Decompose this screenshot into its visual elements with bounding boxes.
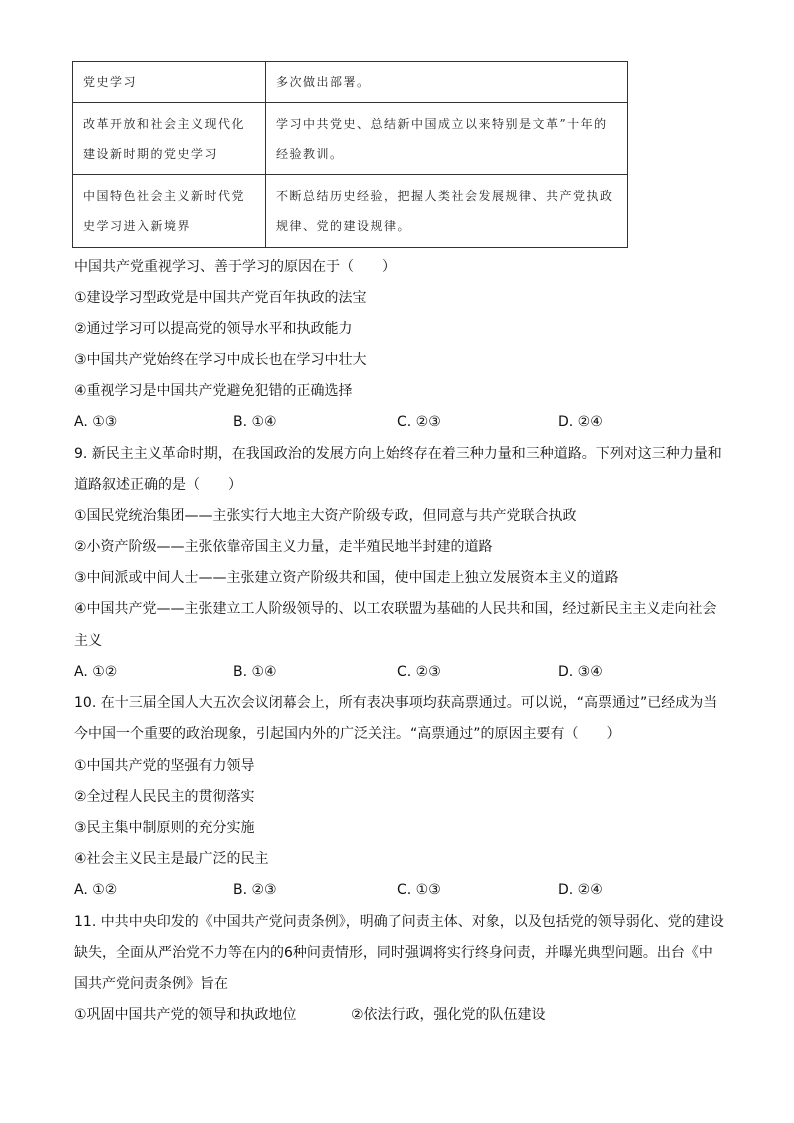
- option-d[interactable]: D. ②④: [558, 414, 603, 430]
- option-d[interactable]: D. ③④: [558, 664, 603, 680]
- q10-item-3: ③民主集中制原则的充分实施: [74, 820, 255, 836]
- q11-item-2: ②依法行政，强化党的队伍建设: [351, 1007, 546, 1023]
- q11-stem-line-1: 11. 中共中央印发的《中国共产党问责条例》，明确了问责主体、对象，以及包括党的领导弱化、党的建设: [74, 914, 724, 930]
- option-c[interactable]: C. ②③: [397, 664, 441, 680]
- option-a[interactable]: A. ①②: [74, 882, 118, 898]
- option-d[interactable]: D. ②④: [558, 882, 603, 898]
- table-cell-content: 多次做出部署。: [266, 62, 628, 103]
- q9-options: [74, 663, 734, 681]
- option-b[interactable]: B. ①④: [233, 664, 277, 680]
- q8-item-1: ①建设学习型政党是中国共产党百年执政的法宝: [74, 290, 367, 306]
- q11-items-row: [74, 1006, 734, 1024]
- option-c[interactable]: C. ①③: [397, 882, 441, 898]
- history-study-table: [72, 61, 628, 248]
- q11-stem-line-3: 国共产党问责条例》旨在: [74, 976, 228, 992]
- q9-item-3: ③中间派或中间人士——主张建立资产阶级共和国，使中国走上独立发展资本主义的道路: [74, 570, 619, 586]
- option-a[interactable]: A. ①③: [74, 414, 118, 430]
- table-row: [73, 103, 628, 175]
- q10-options: [74, 881, 734, 899]
- q8-stem: 中国共产党重视学习、善于学习的原因在于（ ）: [74, 259, 396, 275]
- table-cell-content: 学习中共党史、总结新中国成立以来特别是文革”十年的经验教训。: [266, 103, 628, 175]
- q10-item-1: ①中国共产党的坚强有力领导: [74, 758, 255, 774]
- q9-stem-line-1: 9. 新民主主义革命时期，在我国政治的发展方向上始终存在着三种力量和三种道路。下列对这三种力量和: [74, 446, 722, 462]
- table-cell-period: 党史学习: [73, 62, 266, 103]
- q8-item-2: ②通过学习可以提高党的领导水平和执政能力: [74, 321, 353, 337]
- table-cell-period: 中国特色社会主义新时代党史学习进入新境界: [73, 175, 266, 248]
- table-row: [73, 175, 628, 248]
- q8-options: [74, 413, 734, 431]
- q9-item-4: ④中国共产党——主张建立工人阶级领导的、以工农联盟为基础的人民共和国，经过新民主主义走向社会: [74, 601, 717, 617]
- q11-item-1: ①巩固中国共产党的领导和执政地位: [74, 1007, 297, 1023]
- option-a[interactable]: A. ①②: [74, 664, 118, 680]
- q8-item-3: ③中国共产党始终在学习中成长也在学习中壮大: [74, 352, 367, 368]
- option-b[interactable]: B. ②③: [233, 882, 277, 898]
- q10-stem-line-1: 10. 在十三届全国人大五次会议闭幕会上，所有表决事项均获高票通过。可以说，“高票通过”已经成为当: [74, 695, 718, 711]
- q9-item-4-cont: 主义: [74, 633, 102, 649]
- option-c[interactable]: C. ②③: [397, 414, 441, 430]
- q9-item-1: ①国民党统治集团——主张实行大地主大资产阶级专政，但同意与共产党联合执政: [74, 508, 577, 524]
- q8-item-4: ④重视学习是中国共产党避免犯错的正确选择: [74, 383, 353, 399]
- option-b[interactable]: B. ①④: [233, 414, 277, 430]
- table-cell-content: 不断总结历史经验，把握人类社会发展规律、共产党执政规律、党的建设规律。: [266, 175, 628, 248]
- q9-stem-line-2: 道路叙述正确的是（ ）: [74, 477, 242, 493]
- q10-item-2: ②全过程人民民主的贯彻落实: [74, 789, 255, 805]
- q10-item-4: ④社会主义民主是最广泛的民主: [74, 851, 269, 867]
- table-row: [73, 62, 628, 103]
- table-cell-period: 改革开放和社会主义现代化建设新时期的党史学习: [73, 103, 266, 175]
- q9-item-2: ②小资产阶级——主张依靠帝国主义力量，走半殖民地半封建的道路: [74, 539, 493, 555]
- q10-stem-line-2: 今中国一个重要的政治现象，引起国内外的广泛关注。“高票通过”的原因主要有（ ）: [74, 726, 621, 742]
- q11-stem-line-2: 缺失，全面从严治党不力等在内的6种问责情形，同时强调将实行终身问责，并曝光典型问题。出台《中: [74, 945, 713, 961]
